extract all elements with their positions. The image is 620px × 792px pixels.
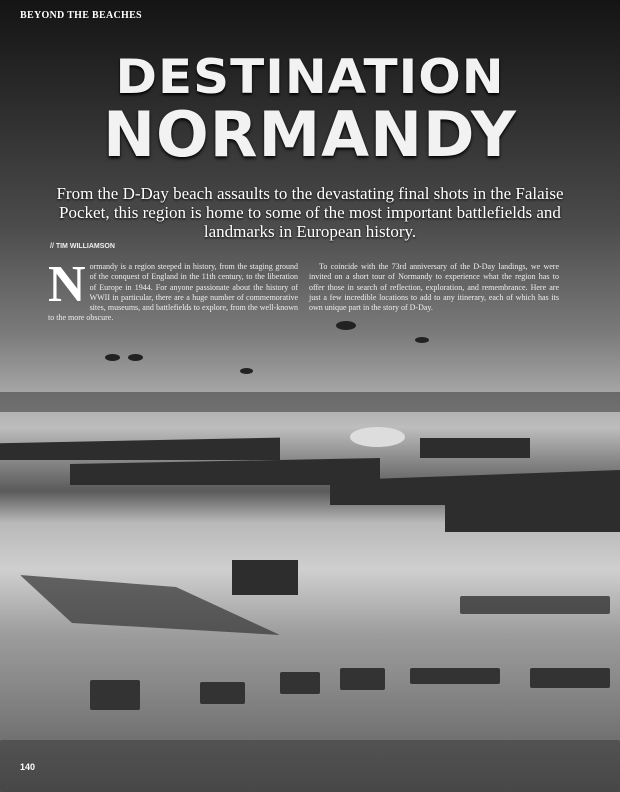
standfirst: From the D-Day beach assaults to the devastating final shots in the Falaise Pocket, this region is home to some of the most important battlefields and landmarks in European history. bbox=[56, 184, 564, 241]
byline: // TIM WILLIAMSON bbox=[50, 243, 115, 250]
title-line-2: NORMANDY bbox=[103, 98, 517, 171]
body-column-1 bbox=[48, 256, 298, 324]
body-column-2: To coincide with the 73rd anniversary of the D-Day landings, we were invited on a short tour of Normandy to experience what the region has to offer those in search of reflection, exploration, and remembrance. Here are just a few incredible locations to add to any itinerary, each of which has its own unique part in the story of D-Day. bbox=[309, 262, 559, 313]
page-number: 140 bbox=[20, 762, 36, 772]
title-line-1: DESTINATION bbox=[115, 49, 505, 105]
body-text-1: ormandy is a region steeped in history, from the staging ground of the conquest of England in the 11th century, to the liberation of Europe in 1944. For anyone passionate about the history of WWII in particular, there are a huge number of commemorative sites, museums, and battlefields to explore, from the well-known to the more obscure. bbox=[48, 262, 298, 323]
section-label: BEYOND THE BEACHES bbox=[20, 10, 142, 21]
drop-cap: N bbox=[48, 256, 86, 313]
